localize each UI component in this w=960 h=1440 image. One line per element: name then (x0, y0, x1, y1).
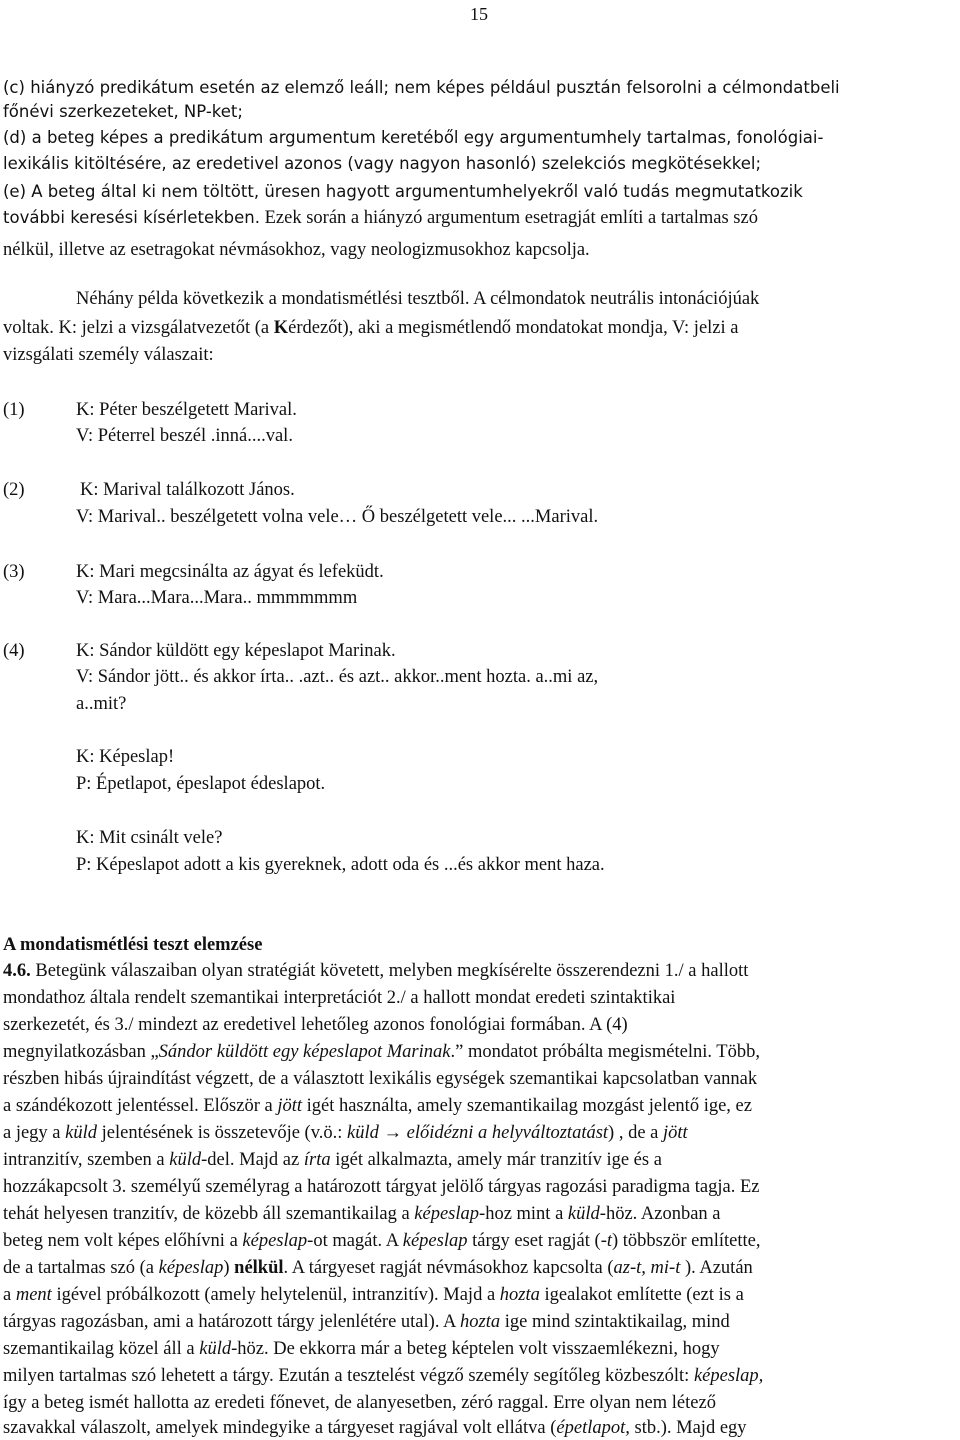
word-jott-2: jött (663, 1123, 688, 1143)
body-line-9: hozzákapcsolt 3. személyű személyrag a határozott tárgyat jelölő tárgyas ragozási paradigma tagja. Ez (3, 1177, 760, 1197)
intro-bold-k: K (273, 318, 289, 338)
intro-line-2c: érdezőt), aki a megismétlendő mondatokat mondja, V: jelzi a (288, 318, 739, 338)
word-hozta-2: hozta (460, 1312, 501, 1332)
word-ment: ment (15, 1285, 52, 1305)
example-2-v: V: Marival.. beszélgetett volna vele… Ő beszélgetett vele... ...Marival. (76, 507, 599, 527)
body-line-4c: .” mondatot próbálta megismételni. Több, (450, 1042, 760, 1062)
body-line-17: így a beteg ismét hallotta az eredeti főnevet, de alanyesetben, zéró raggal. Erre olyan nem létező (3, 1393, 716, 1413)
body-line-8a: intranzitív, szemben a (3, 1150, 170, 1170)
intro-line-2 (3, 316, 738, 340)
dialog-2-k: K: Mit csinált vele? (76, 828, 223, 848)
body-line-14 (3, 1310, 730, 1334)
page-number: 15 (470, 4, 488, 24)
body-line-11e: tárgy eset ragját ( (467, 1231, 601, 1251)
dialog-1-k: K: Képeslap! (76, 747, 175, 767)
example-3-number: (3) (3, 562, 25, 582)
body-line-6a: a szándékozott jelentéssel. Először a (3, 1096, 278, 1116)
word-kuld-2: küld (169, 1150, 202, 1170)
body-line-12 (3, 1256, 753, 1280)
body-line-6c: igét használta, amely szemantikailag mozgást jelentő ige, ez (301, 1096, 752, 1116)
example-1-number: (1) (3, 400, 25, 420)
intro-line-1: Néhány példa következik a mondatismétlési tesztből. A célmondatok neutrális intonációjúak (76, 289, 760, 309)
body-line-14c: ige mind szintaktikailag, mind (500, 1312, 730, 1332)
list-item-e-cont (3, 206, 758, 230)
body-line-11c: -ot magát. A (307, 1231, 403, 1251)
list-item-e-sans: további keresési kísérletekben. (3, 208, 260, 227)
body-line-14a: tárgyas ragozásban, ami a határozott tárgy jelenlétére utal). A (3, 1312, 461, 1332)
example-4-v: V: Sándor jött.. és akkor írta.. .azt.. és azt.. akkor..ment hozta. a..mi az, (76, 667, 599, 687)
list-item-d: (d) a beteg képes a predikátum argumentum keretéből egy argumentumhely tartalmas, fonológiai- (3, 128, 824, 147)
body-line-18 (3, 1416, 747, 1440)
body-line-10e: -höz. Azonban a (599, 1204, 721, 1224)
example-2-k: K: Marival találkozott János. (80, 480, 295, 500)
body-line-10 (3, 1202, 721, 1226)
example-4-v-cont: a..mit? (76, 694, 127, 714)
body-line-7a: a jegy a (3, 1123, 66, 1143)
example-3-v: V: Mara...Mara...Mara.. mmmmmmm (76, 588, 358, 608)
body-line-7e: ) , de a (608, 1123, 664, 1143)
word-kepeslap-4: képeslap (158, 1258, 224, 1278)
word-nelkul: nélkül (234, 1258, 284, 1278)
body-line-1 (3, 959, 748, 983)
example-4-k: K: Sándor küldött egy képeslapot Marinak. (76, 641, 396, 661)
example-1-v: V: Péterrel beszél .inná....val. (76, 426, 293, 446)
section-number: 4.6. (3, 961, 31, 981)
kuld-definition: küld → előidézni a helyváltoztatást (347, 1123, 609, 1143)
dialog-2-p: P: Képeslapot adott a kis gyereknek, adott oda és ...és akkor ment haza. (76, 855, 605, 875)
word-kepeslap-5: képeslap, (693, 1366, 764, 1386)
body-line-12a: de a tartalmas szó (a (3, 1258, 159, 1278)
body-line-4a: megnyilatkozásban „ (3, 1042, 159, 1062)
body-line-5: részben hibás újraindítást végzett, de a választott lexikális egységek szemantikai kapcsolatban vannak (3, 1069, 758, 1089)
body-line-1-text: Betegünk válaszaiban olyan stratégiát követett, melyben megkísérelte összerendezni 1./ a hallott (30, 961, 749, 981)
body-line-10a: tehát helyesen tranzitív, de közebb áll szemantikailag a (3, 1204, 415, 1224)
body-line-3: szerkezetét, és 3./ mindezt az eredetivel lehetőleg azonos fonológiai formában. A (4) (3, 1015, 628, 1035)
example-4-number: (4) (3, 641, 25, 661)
word-kepeslap-3: képeslap (402, 1231, 468, 1251)
suffix-t: -t (600, 1231, 612, 1251)
word-epetlapot: épetlapot, (556, 1418, 630, 1438)
body-line-16 (3, 1364, 763, 1388)
body-line-11g: ) többször említette, (612, 1231, 761, 1251)
body-line-12g: ). Azután (680, 1258, 753, 1278)
intro-line-2a: voltak. K: jelzi a vizsgálatvezetőt (a (3, 318, 274, 338)
body-line-8 (3, 1148, 662, 1172)
body-line-7c: jelentésének is összetevője (v.ö.: (97, 1123, 348, 1143)
body-line-13e: igealakot említette (ezt is a (539, 1285, 744, 1305)
body-line-18a: szavakkal válaszolt, amelyek mindegyike a tárgyeset ragjával volt ellátva ( (3, 1418, 557, 1438)
word-kepeslap: képeslap (414, 1204, 480, 1224)
example-3-k: K: Mari megcsinálta az ágyat és lefeküdt. (76, 562, 384, 582)
body-line-6 (3, 1094, 752, 1118)
intro-line-3: vizsgálati személy válaszait: (3, 345, 214, 365)
word-kuld-4: küld (199, 1339, 232, 1359)
list-item-e-tail: Ezek során a hiányzó argumentum esetragját említi a tartalmas szó (264, 208, 758, 228)
body-line-11 (3, 1229, 760, 1253)
forms-azt-mit: az-t, mi-t (613, 1258, 681, 1278)
list-item-c: (c) hiányzó predikátum esetén az elemző leáll; nem képes például pusztán felsorolni a célmondatbeli (3, 78, 840, 97)
body-line-12e: . A tárgyeset ragját névmásokhoz kapcsolta ( (283, 1258, 614, 1278)
section-title: A mondatismétlési teszt elemzése (3, 935, 263, 955)
body-line-8e: igét alkalmazta, amely már tranzitív ige és a (330, 1150, 662, 1170)
body-line-15 (3, 1337, 720, 1361)
body-line-13c: igével próbálkozott (amely helytelenül, intranzitív). Majd a (51, 1285, 500, 1305)
word-irta: írta (303, 1150, 331, 1170)
body-line-15a: szemantikailag közel áll a (3, 1339, 200, 1359)
dialog-1-p: P: Épetlapot, épeslapot édeslapot. (76, 774, 326, 794)
body-line-16a: milyen tartalmas szó lehetett a tárgy. Ezután a tesztelést végző személy segítőleg közbeszólt: (3, 1366, 694, 1386)
body-line-11a: beteg nem volt képes előhívni a (3, 1231, 243, 1251)
word-kepeslap-2: képeslap (242, 1231, 308, 1251)
body-line-15c: -höz. De ekkorra már a beteg képtelen volt visszaemlékezni, hogy (231, 1339, 720, 1359)
word-jott: jött (277, 1096, 302, 1116)
list-item-c-cont: főnévi szerkezeteket, NP-ket; (3, 102, 243, 121)
word-hozta: hozta (499, 1285, 540, 1305)
body-line-2: mondathoz általa rendelt szemantikai interpretációt 2./ a hallott mondat eredeti szintaktikai (3, 988, 676, 1008)
body-line-18c: stb.). Majd egy (629, 1418, 747, 1438)
word-kuld-3: küld (567, 1204, 600, 1224)
body-line-13 (3, 1283, 744, 1307)
example-2-number: (2) (3, 480, 25, 500)
list-item-d-cont: lexikális kitöltésére, az eredetivel azonos (vagy nagyon hasonló) szelekciós megkötésekkel; (3, 154, 762, 173)
body-line-8c: -del. Majd az (201, 1150, 304, 1170)
body-line-4 (3, 1040, 760, 1064)
body-line-12c: ) (223, 1258, 235, 1278)
list-item-e-line2: nélkül, illetve az esetragokat névmásokhoz, vagy neologizmusokhoz kapcsolja. (3, 240, 590, 260)
body-line-7 (3, 1121, 688, 1145)
body-line-13a: a (3, 1285, 16, 1305)
body-line-10c: -hoz mint a (479, 1204, 568, 1224)
list-item-e: (e) A beteg által ki nem töltött, üresen hagyott argumentumhelyekről való tudás megmutatkozik (3, 182, 803, 201)
word-kuld: küld (65, 1123, 98, 1143)
example-1-k: K: Péter beszélgetett Marival. (76, 400, 297, 420)
quoted-sentence: Sándor küldött egy képeslapot Marinak (158, 1042, 451, 1062)
